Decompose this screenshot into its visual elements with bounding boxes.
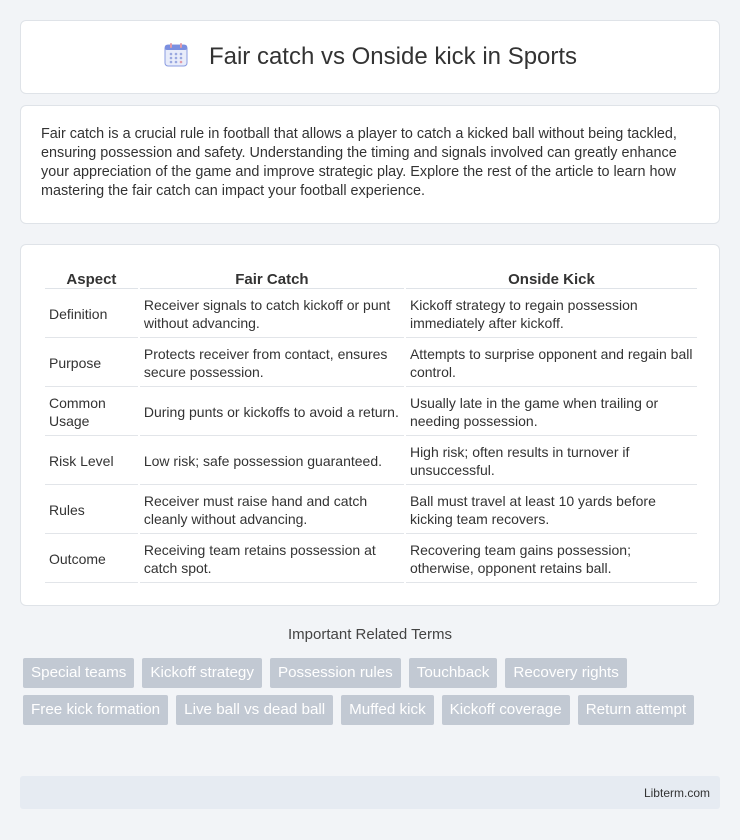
tag-touchback[interactable]: Touchback [409, 658, 498, 688]
row-onside-kick: Ball must travel at least 10 yards before kicking team recovers. [406, 487, 697, 534]
row-fair-catch: During punts or kickoffs to avoid a return. [140, 389, 404, 436]
footer-site-link[interactable]: Libterm.com [643, 785, 710, 800]
row-aspect: Outcome [45, 536, 138, 583]
row-aspect: Risk Level [45, 438, 138, 485]
tag-free-kick-formation[interactable]: Free kick formation [23, 695, 168, 725]
tag-recovery-rights[interactable]: Recovery rights [505, 658, 627, 688]
tag-muffed-kick[interactable]: Muffed kick [341, 695, 434, 725]
row-aspect: Common Usage [45, 389, 138, 436]
row-fair-catch: Protects receiver from contact, ensures secure possession. [140, 340, 404, 387]
intro-text: Fair catch is a crucial rule in football that allows a player to catch a kicked ball without being tackled, ensuring possession and safety. Understanding the timing and signals involved can greatly enhance your appreciation of the game and improve strategic play. Explore the rest of the article to learn how mastering the fair catch can impact your football experience. [41, 126, 677, 199]
row-onside-kick: Attempts to surprise opponent and regain ball control. [406, 340, 697, 387]
row-onside-kick: Usually late in the game when trailing or needing possession. [406, 389, 697, 436]
table-row [45, 438, 697, 485]
table-row [45, 536, 697, 583]
calendar-icon [163, 42, 189, 73]
header-inner [163, 42, 577, 73]
related-terms-title: Important Related Terms [288, 626, 452, 643]
table-header-row [45, 269, 697, 289]
row-aspect: Rules [45, 487, 138, 534]
footer [20, 776, 720, 809]
row-aspect: Definition [45, 291, 138, 338]
comparison-table [43, 267, 699, 585]
intro-card [20, 105, 720, 224]
header-aspect: Aspect [45, 269, 138, 289]
table-row [45, 389, 697, 436]
table-row [45, 340, 697, 387]
tag-return-attempt[interactable]: Return attempt [578, 695, 694, 725]
table-row [45, 487, 697, 534]
row-onside-kick: Recovering team gains possession; otherwise, opponent retains ball. [406, 536, 697, 583]
row-fair-catch: Receiver must raise hand and catch cleanly without advancing. [140, 487, 404, 534]
tag-kickoff-strategy[interactable]: Kickoff strategy [142, 658, 262, 688]
table-row [45, 291, 697, 338]
header-card [20, 20, 720, 94]
row-onside-kick: High risk; often results in turnover if unsuccessful. [406, 438, 697, 485]
tag-live-ball-vs-dead-ball[interactable]: Live ball vs dead ball [176, 695, 333, 725]
row-fair-catch: Low risk; safe possession guaranteed. [140, 438, 404, 485]
header-fair-catch: Fair Catch [140, 269, 404, 289]
tag-special-teams[interactable]: Special teams [23, 658, 134, 688]
tag-possession-rules[interactable]: Possession rules [270, 658, 401, 688]
row-onside-kick: Kickoff strategy to regain possession immediately after kickoff. [406, 291, 697, 338]
tag-kickoff-coverage[interactable]: Kickoff coverage [442, 695, 570, 725]
header-onside-kick: Onside Kick [406, 269, 697, 289]
related-tags [23, 658, 723, 725]
comparison-card [20, 244, 720, 606]
row-aspect: Purpose [45, 340, 138, 387]
row-fair-catch: Receiving team retains possession at catch spot. [140, 536, 404, 583]
page-title: Fair catch vs Onside kick in Sports [208, 43, 578, 70]
row-fair-catch: Receiver signals to catch kickoff or punt without advancing. [140, 291, 404, 338]
